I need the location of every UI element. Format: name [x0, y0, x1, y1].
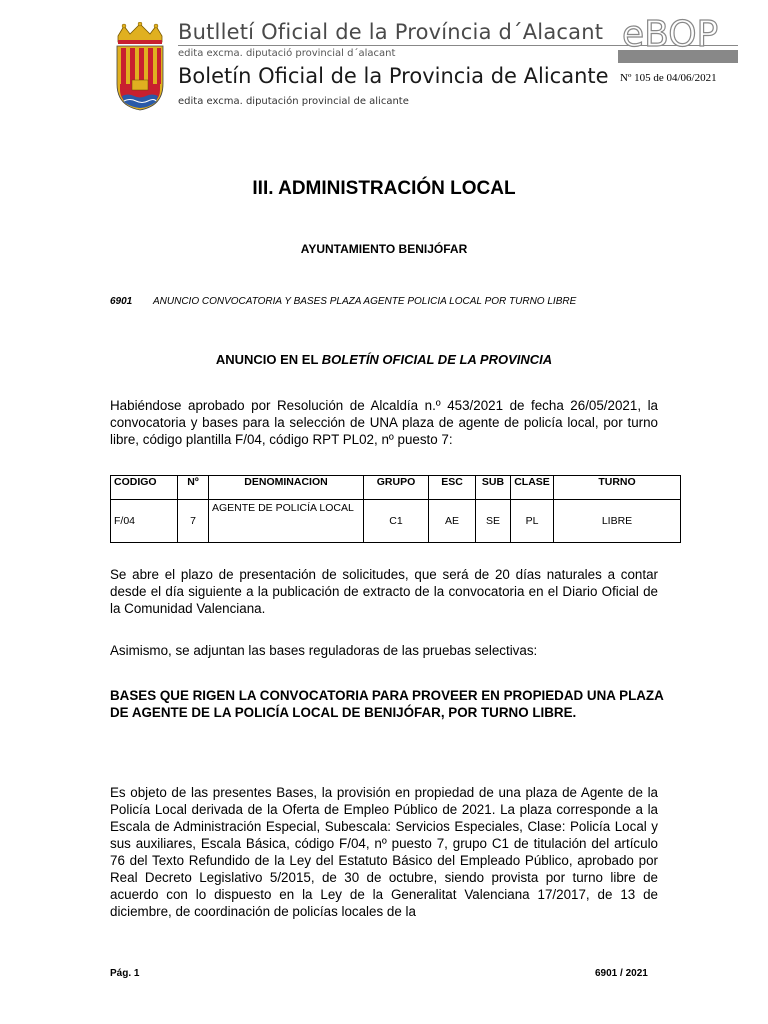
spanish-title: Boletín Oficial de la Provincia de Alicante [178, 64, 609, 88]
table-header-row [111, 476, 681, 500]
position-table [110, 475, 681, 543]
anuncio-title: ANUNCIO CONVOCATORIA Y BASES PLAZA AGENTE POLICIA LOCAL POR TURNO LIBRE [153, 296, 577, 307]
table-header: CODIGO [111, 476, 178, 500]
plazo-paragraph: Se abre el plazo de presentación de solicitudes, que será de 20 días naturales a contar desde el día siguiente a la publicación de extracto de la convocatoria en el Diario Oficial de la Comunidad Valenciana. [110, 567, 658, 616]
table-cell: PL [511, 500, 554, 543]
table-cell: AE [429, 500, 476, 543]
table-cell: C1 [364, 500, 429, 543]
bop-heading-italic: BOLETÍN OFICIAL DE LA PROVINCIA [321, 352, 553, 367]
ebop-logo-text: eBOP [622, 14, 719, 52]
spanish-subtitle: edita excma. diputación provincial de alicante [178, 96, 409, 107]
table-header: Nº [178, 476, 209, 500]
issue-number: Nº 105 de 04/06/2021 [620, 72, 717, 84]
table-cell: 7 [178, 500, 209, 543]
bop-heading [0, 352, 768, 367]
table-header: DENOMINACION [209, 476, 364, 500]
coat-of-arms-icon [112, 22, 168, 112]
page-number: Pág. 1 [110, 968, 140, 979]
ebop-logo [620, 12, 735, 52]
bases-heading: BASES QUE RIGEN LA CONVOCATORIA PARA PROVEER EN PROPIEDAD UNA PLAZA DE AGENTE DE LA POLICÍA LOCAL DE BENIJÓFAR, POR TURNO LIBRE. [110, 688, 664, 720]
objeto-paragraph: Es objeto de las presentes Bases, la provisión en propiedad de una plaza de Agente de la Policía Local derivada de la Oferta de Empleo Público de 2021. La plaza corresponde a la Escala de Administración Especial, Subescala: Servicios Especiales, Clase: Policía Local y sus auxiliares, Escala Básica, código F/04, nº puesto 7, grupo C1 de titulación del artículo 76 del Texto Refundido de la Ley del Estatuto Básico del Empleado Público, aprobado por Real Decreto Legislativo 5/2015, de 30 de octubre, siendo provista por turno libre de acuerdo con lo dispuesto en la Ley de la Generalitat Valenciana 17/2017, de 13 de diciembre, de coordinación de policías locales de la [110, 785, 658, 919]
table-header: SUB [476, 476, 511, 500]
table-header: TURNO [554, 476, 681, 500]
table-header: CLASE [511, 476, 554, 500]
catalan-subtitle: edita excma. diputació provincial d´alacant [178, 48, 396, 59]
section-title: III. ADMINISTRACIÓN LOCAL [252, 178, 516, 199]
catalan-title: Butlletí Oficial de la Província d´Alacant [178, 20, 604, 44]
asimismo-paragraph: Asimismo, se adjuntan las bases reguladoras de las pruebas selectivas: [110, 643, 538, 658]
bop-heading-prefix: ANUNCIO EN EL [215, 352, 322, 367]
intro-paragraph: Habiéndose aprobado por Resolución de Alcaldía n.º 453/2021 de fecha 26/05/2021, la convocatoria y bases para la selección de UNA plaza de agente de policía local, por turno libre, código plantilla F/04, código RPT PL02, nº puesto 7: [110, 398, 658, 447]
table-cell: F/04 [111, 500, 178, 543]
table-row [111, 500, 681, 543]
table-header: ESC [429, 476, 476, 500]
document-reference: 6901 / 2021 [595, 968, 648, 979]
ayuntamiento-name: AYUNTAMIENTO BENIJÓFAR [300, 242, 468, 256]
table-cell: SE [476, 500, 511, 543]
table-header: GRUPO [364, 476, 429, 500]
table-cell: AGENTE DE POLICÍA LOCAL [209, 500, 364, 543]
anuncio-number: 6901 [110, 296, 133, 307]
table-cell: LIBRE [554, 500, 681, 543]
